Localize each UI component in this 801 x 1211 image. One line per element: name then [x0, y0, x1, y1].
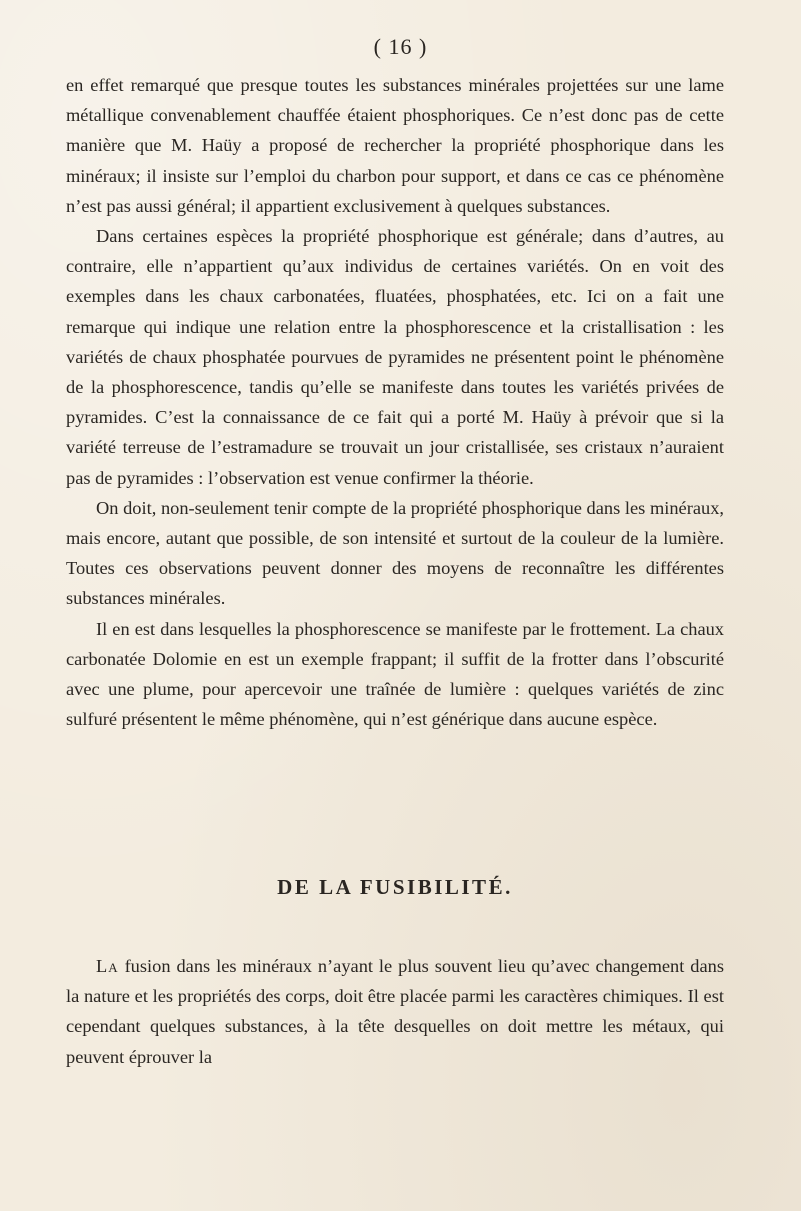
paragraph-3: On doit, non-seulement tenir compte de la propriété phosphorique dans les minéraux, mais encore, autant que possible, de son intensité et surtout de la couleur de la lumière. Toutes ces observations peuvent donner des moyens de reconnaître les différentes substances minérales. — [66, 497, 724, 609]
opening-word: La — [96, 956, 119, 976]
paragraph-2: Dans certaines espèces la propriété phosphorique est générale; dans d’autres, au contraire, elle n’appartient qu’aux individus de certaines variétés. On en voit des exemples dans les chaux carbonatées, fluatées, phosphatées, etc. Ici on a fait une remarque qui indique une relation entre la phosphorescence et la cristallisation : les variétés de chaux phosphatée pourvues de pyramides ne présentent point le phénomène de la phosphorescence, tandis qu’elle se manifeste dans toutes les variétés privées de pyramides. C’est la connaissance de ce fait qui a porté M. Haüy à prévoir que si la variété terreuse de l’estramadure se trouvait un jour cristallisée, ses cristaux n’auraient pas de pyramides : l’observation est venue confirmer la théorie. — [66, 226, 724, 488]
section-paragraph-text: fusion dans les minéraux n’ayant le plus souvent lieu qu’avec changement dans la nature et les propriétés des corps, doit être placée parmi les caractères chimiques. Il est cependant quelques substances, à la tête desquelles on doit mettre les métaux, qui peuvent éprouver la — [66, 956, 724, 1067]
section-paragraph — [66, 951, 724, 1072]
section-body-text — [66, 951, 724, 1072]
paragraph-1: en effet remarqué que presque toutes les substances minérales projettées sur une lame métallique convenablement chauffée étaient phosphoriques. Ce n’est donc pas de cette manière que M. Haüy a proposé de rechercher la propriété phosphorique dans les minéraux; il insiste sur l’emploi du charbon pour support, et dans ce cas ce phénomène n’est pas aussi général; il appartient exclusivement à quelques substances. — [66, 75, 724, 216]
body-text — [66, 70, 724, 734]
section-heading: DE LA FUSIBILITÉ. — [277, 875, 513, 899]
paragraph-4: Il en est dans lesquelles la phosphorescence se manifeste par le frottement. La chaux carbonatée Dolomie en est un exemple frappant; il suffit de la frotter dans l’obscurité avec une plume, pour apercevoir une traînée de lumière : quelques variétés de zinc sulfuré présentent le même phénomène, qui n’est générique dans aucune espèce. — [66, 618, 724, 730]
page-number: ( 16 ) — [373, 34, 428, 59]
